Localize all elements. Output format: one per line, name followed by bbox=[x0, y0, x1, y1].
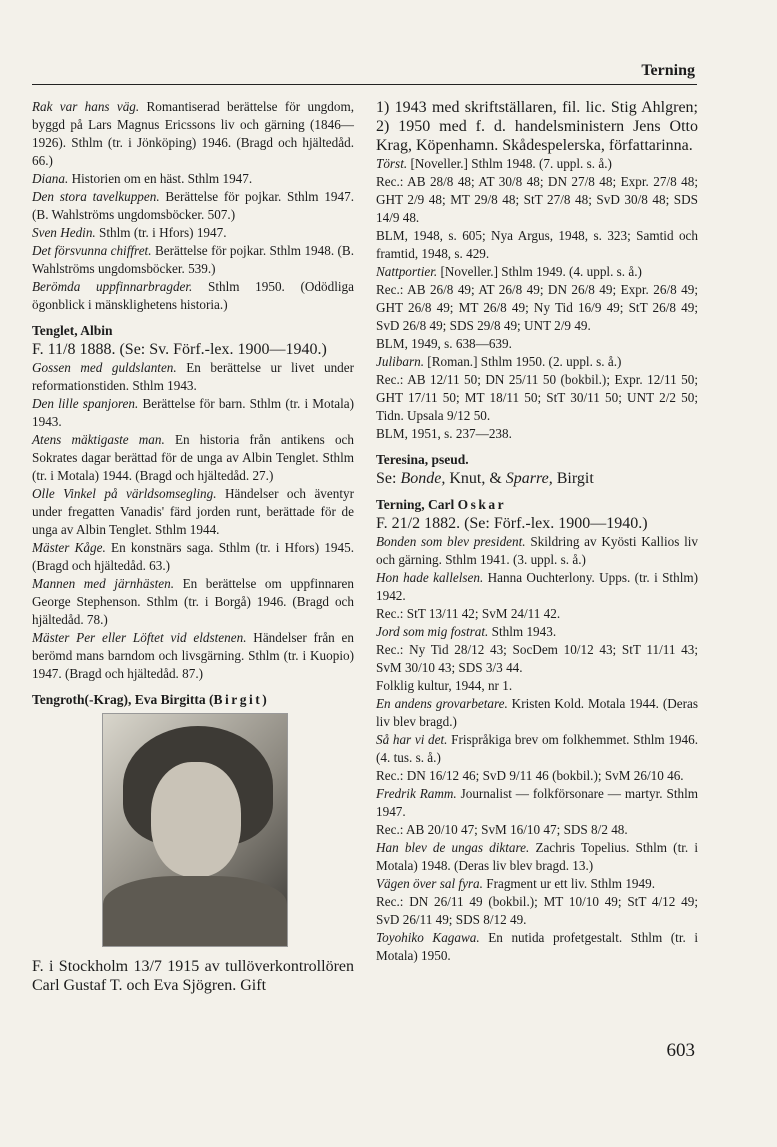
entry: Mäster Per eller Löftet vid eldstenen. Händelser från en berömd mans barndom och livsgärning. Sthlm (tr. i Kuopio) 1947. (Bragd och hjältedåd. 87.) bbox=[32, 630, 355, 681]
bio-continuation: 1) 1943 med skriftställaren, fil. lic. Stig Ahlgren; 2) 1950 med f. d. handelsministern Jens Otto Krag, Köpenhamn. Skådespelerska, författarinna. bbox=[376, 99, 698, 154]
entry: Nattportier. [Noveller.] Sthlm 1949. (4. uppl. s. å.) bbox=[376, 264, 642, 279]
entry: Det försvunna chiffret. Berättelse för pojkar. Sthlm 1948. (B. Wahlströms ungdomsböcker. 539.) bbox=[32, 243, 355, 276]
review-list: Rec.: DN 26/11 49 (bokbil.); MT 10/10 49; StT 4/12 49; SvD 26/11 49; SDS 8/12 49. bbox=[376, 894, 698, 927]
entry: Den lille spanjoren. Berättelse för barn. Sthlm (tr. i Motala) 1943. bbox=[32, 396, 355, 429]
header-rule bbox=[32, 84, 697, 85]
entry: Mannen med järnhästen. En berättelse om uppfinnaren George Stephenson. Sthlm (tr. i Borgå) 1946. (Bragd och hjältedåd. 78.) bbox=[32, 576, 354, 627]
entry: Bonden som blev president. Skildring av Kyösti Kallios liv och gärning. Sthlm 1941. (3. uppl. s. å.) bbox=[376, 534, 698, 567]
author-portrait bbox=[102, 713, 288, 947]
entry: Jord som mig fostrat. Sthlm 1943. bbox=[376, 624, 557, 639]
review-list: BLM, 1948, s. 605; Nya Argus, 1948, s. 323; Samtid och framtid, 1948, s. 429. bbox=[376, 228, 698, 261]
entry: Hon hade kallelsen. Hanna Ouchterlony. Upps. (tr. i Sthlm) 1942. bbox=[376, 570, 699, 603]
review-list: Rec.: Ny Tid 28/12 43; SocDem 10/12 43; StT 11/11 43; SvM 30/10 43; SDS 3/3 44. bbox=[376, 642, 698, 675]
review-list: Rec.: AB 26/8 49; AT 26/8 49; DN 26/8 49; Expr. 26/8 49; GHT 26/8 49; MT 26/8 49; Ny Tid 16/9 49; StT 26/8 49; SvD 26/8 49; SDS 29/8 49; UNT 2/9 49. bbox=[376, 282, 698, 333]
author-name-tengroth: Tengroth(-Krag), Eva Birgitta (Birgit) bbox=[32, 692, 267, 707]
entry: Julibarn. [Roman.] Sthlm 1950. (2. uppl. s. å.) bbox=[376, 354, 622, 369]
entry: Mäster Kåge. En konstnärs saga. Sthlm (tr. i Hfors) 1945. (Bragd och hjältedåd. 63.) bbox=[32, 540, 355, 573]
running-head: Terning bbox=[641, 62, 695, 79]
entry: En andens grovarbetare. Kristen Kold. Motala 1944. (Deras liv blev bragd.) bbox=[376, 696, 698, 729]
author-born-terning: F. 21/2 1882. (Se: Förf.-lex. 1900—1940.) bbox=[376, 515, 648, 532]
review-list: BLM, 1951, s. 237—238. bbox=[376, 426, 512, 441]
review-list: Folklig kultur, 1944, nr 1. bbox=[376, 678, 513, 693]
review-list: BLM, 1949, s. 638—639. bbox=[376, 336, 512, 351]
right-column bbox=[376, 98, 698, 965]
entry: Atens mäktigaste man. En historia från antikens och Sokrates dagar berättad för de unga av Albin Tenglet. Sthlm (tr. i Motala) 1944. (Bragd och hjältedåd. 27.) bbox=[32, 432, 354, 483]
author-name-terning: Terning, Carl Oskar bbox=[376, 497, 507, 512]
entry: Han blev de ungas diktare. Zachris Topelius. Sthlm (tr. i Motala) 1948. (Deras liv blev bragd. 13.) bbox=[376, 840, 698, 873]
entry: Fredrik Ramm. Journalist — folkförsonare — martyr. Sthlm 1947. bbox=[376, 786, 698, 819]
entry: Vägen över sal fyra. Fragment ur ett liv. Sthlm 1949. bbox=[376, 876, 655, 891]
entry: Olle Vinkel på världsomsegling. Händelser och äventyr under fregatten Vanadis' färd jorden runt, berättade för de unga av Albin Tenglet. Sthlm 1944. bbox=[32, 486, 355, 537]
entry: Diana. Historien om en häst. Sthlm 1947. bbox=[32, 171, 253, 186]
page-number: 603 bbox=[666, 1040, 695, 1061]
author-born-tenglet: F. 11/8 1888. (Se: Sv. Förf.-lex. 1900—1940.) bbox=[32, 341, 327, 358]
review-list: Rec.: DN 16/12 46; SvD 9/11 46 (bokbil.); SvM 26/10 46. bbox=[376, 768, 684, 783]
entry: Så har vi det. Frispråkiga brev om folkhemmet. Sthlm 1946. (4. tus. s. å.) bbox=[376, 732, 698, 765]
entry: Rak var hans väg. Romantiserad berättelse för ungdom, byggd på Lars Magnus Ericssons liv och gärning (1846—1926). Sthlm (tr. i Jönköping) 1946. (Bragd och hjältedåd. 66.) bbox=[32, 99, 355, 168]
portrait-face bbox=[151, 762, 241, 877]
cross-reference: Se: Bonde, Knut, & Sparre, Birgit bbox=[376, 470, 594, 487]
review-list: Rec.: AB 12/11 50; DN 25/11 50 (bokbil.); Expr. 12/11 50; GHT 17/11 50; MT 18/11 50; StT 30/11 50; UNT 2/2 50; Tidn. Upsala 9/12 50. bbox=[376, 372, 698, 423]
entry: Den stora tavelkuppen. Berättelse för pojkar. Sthlm 1947. (B. Wahlströms ungdomsböcker. 507.) bbox=[32, 189, 354, 222]
entry: Gossen med guldslanten. En berättelse ur livet under reformationstiden. Sthlm 1943. bbox=[32, 360, 355, 393]
entry: Sven Hedin. Sthlm (tr. i Hfors) 1947. bbox=[32, 225, 227, 240]
review-list: Rec.: AB 28/8 48; AT 30/8 48; DN 27/8 48; Expr. 27/8 48; GHT 2/9 48; MT 29/8 48; StT 27/8 48; SvD 30/8 48; SDS 14/9 48. bbox=[376, 174, 698, 225]
author-name-tenglet: Tenglet, Albin bbox=[32, 323, 113, 338]
left-column bbox=[32, 98, 354, 995]
author-name-teresina: Teresina, pseud. bbox=[376, 452, 469, 467]
entry: Toyohiko Kagawa. En nutida profetgestalt. Sthlm (tr. i Motala) 1950. bbox=[376, 930, 699, 963]
entry: Berömda uppfinnarbragder. Sthlm 1950. (Odödliga ögonblick i mänsklighetens historia.) bbox=[32, 279, 354, 312]
review-list: Rec.: AB 20/10 47; SvM 16/10 47; SDS 8/2 48. bbox=[376, 822, 628, 837]
portrait-body bbox=[103, 876, 287, 946]
entry: Törst. [Noveller.] Sthlm 1948. (7. uppl. s. å.) bbox=[376, 156, 612, 171]
review-list: Rec.: StT 13/11 42; SvM 24/11 42. bbox=[376, 606, 561, 621]
author-bio-tengroth: F. i Stockholm 13/7 1915 av tullöverkontrollören Carl Gustaf T. och Eva Sjögren. Gift bbox=[32, 958, 354, 994]
